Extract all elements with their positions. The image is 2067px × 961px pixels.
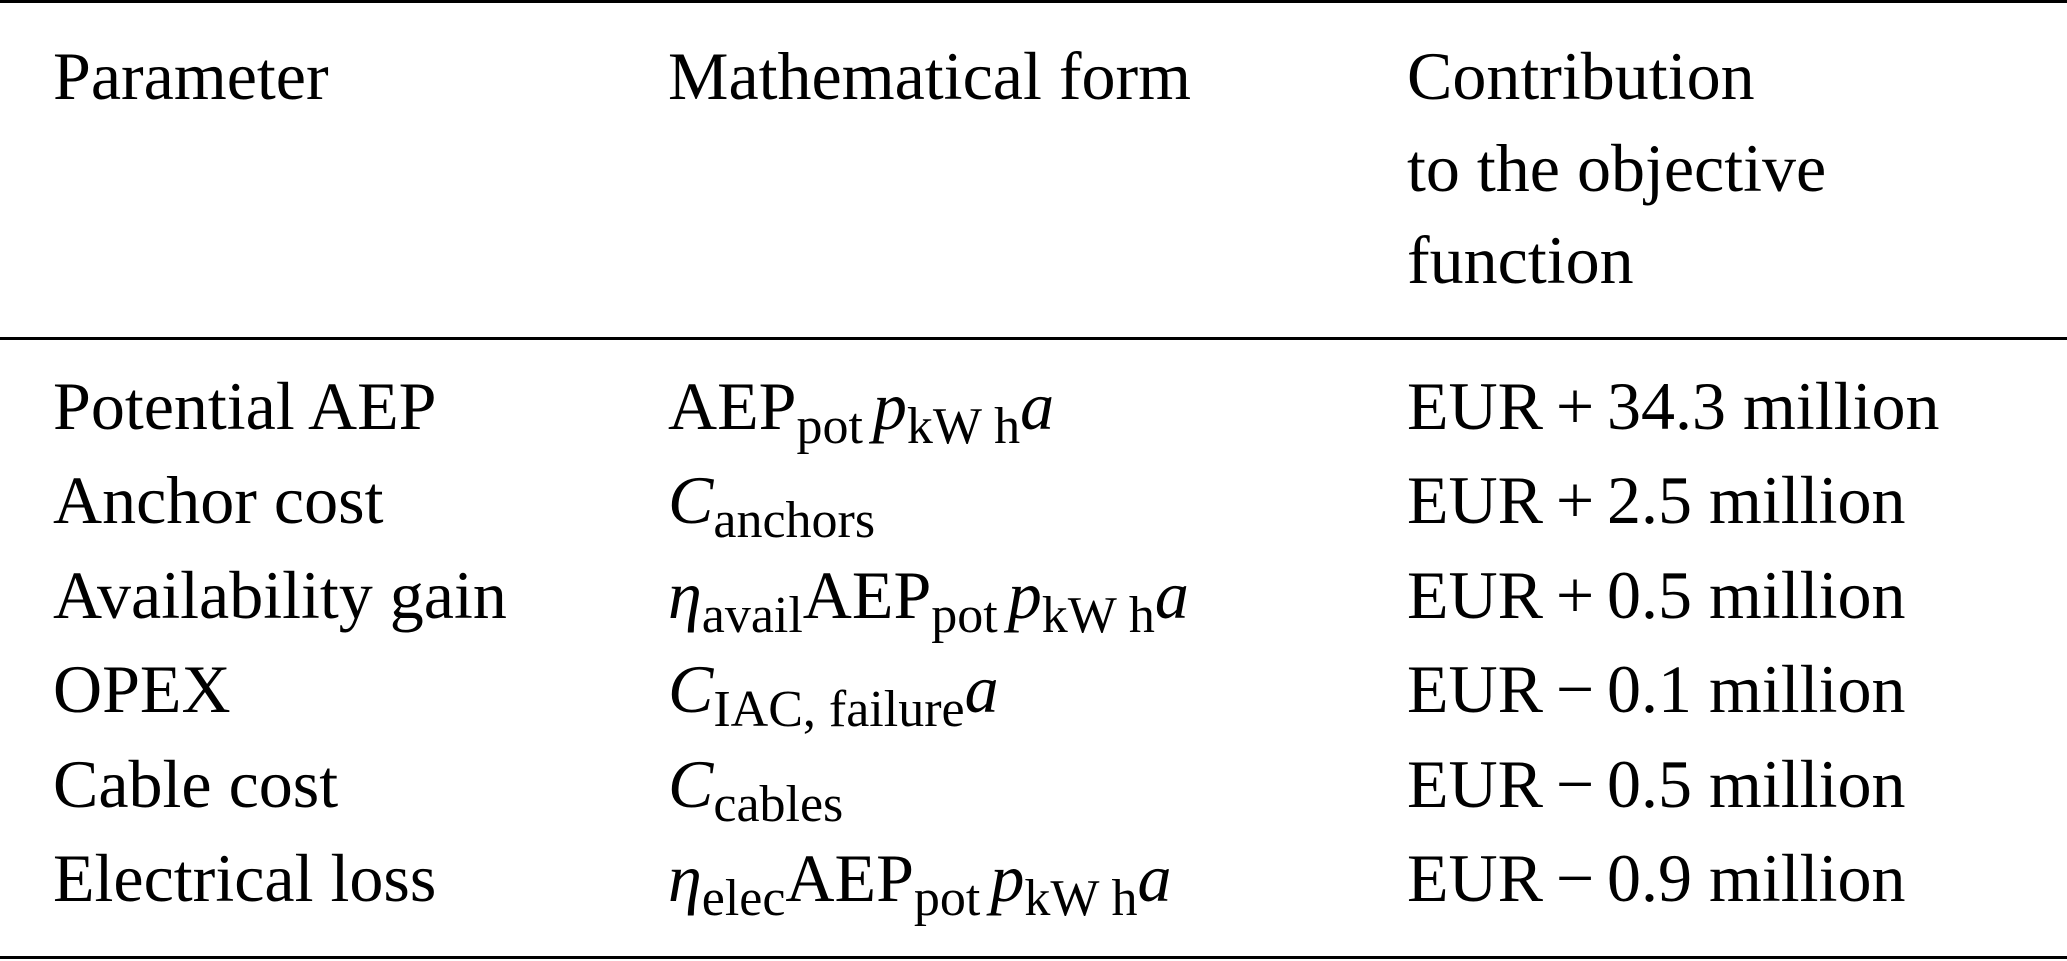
row-parameter: Availability gain bbox=[53, 557, 507, 633]
row-contribution: EUR + 2.5 million bbox=[1407, 462, 1906, 538]
row-parameter: Cable cost bbox=[53, 746, 339, 822]
header-contribution-line-3: function bbox=[1407, 222, 1634, 298]
header-math-form: Mathematical form bbox=[668, 38, 1192, 114]
bottom-rule bbox=[0, 956, 2067, 959]
top-rule bbox=[0, 0, 2067, 3]
header-rule bbox=[0, 337, 2067, 340]
row-math-form: $C_{anchors}$ bbox=[668, 462, 876, 549]
row-parameter: Potential AEP bbox=[53, 368, 437, 444]
row-parameter: Anchor cost bbox=[53, 462, 384, 538]
header-contribution-line-1: Contribution bbox=[1407, 38, 1755, 114]
header-contribution bbox=[1407, 38, 1827, 318]
row-math-form: $C_{cables}$ bbox=[668, 746, 844, 833]
row-contribution: EUR − 0.5 million bbox=[1407, 746, 1906, 822]
row-contribution: EUR − 0.1 million bbox=[1407, 651, 1906, 727]
header-parameter: Parameter bbox=[53, 38, 329, 114]
header-contribution-line-2: to the objective bbox=[1407, 130, 1827, 206]
row-parameter: Electrical loss bbox=[53, 840, 437, 916]
row-parameter: OPEX bbox=[53, 651, 231, 727]
row-contribution: EUR + 0.5 million bbox=[1407, 557, 1906, 633]
row-math-form: $\eta_{elec}AEP_{pot}$ $p_{kW h}a$ bbox=[668, 840, 1172, 927]
row-math-form: $\eta_{avail}AEP_{pot}$ $p_{kW h}a$ bbox=[668, 557, 1189, 644]
row-contribution: EUR − 0.9 million bbox=[1407, 840, 1906, 916]
row-contribution: EUR + 34.3 million bbox=[1407, 368, 1940, 444]
row-math-form: $AEP_{pot}$ $p_{kW h}a$ bbox=[668, 368, 1055, 455]
row-math-form: $C_{IAC, failure}a$ bbox=[668, 651, 999, 738]
